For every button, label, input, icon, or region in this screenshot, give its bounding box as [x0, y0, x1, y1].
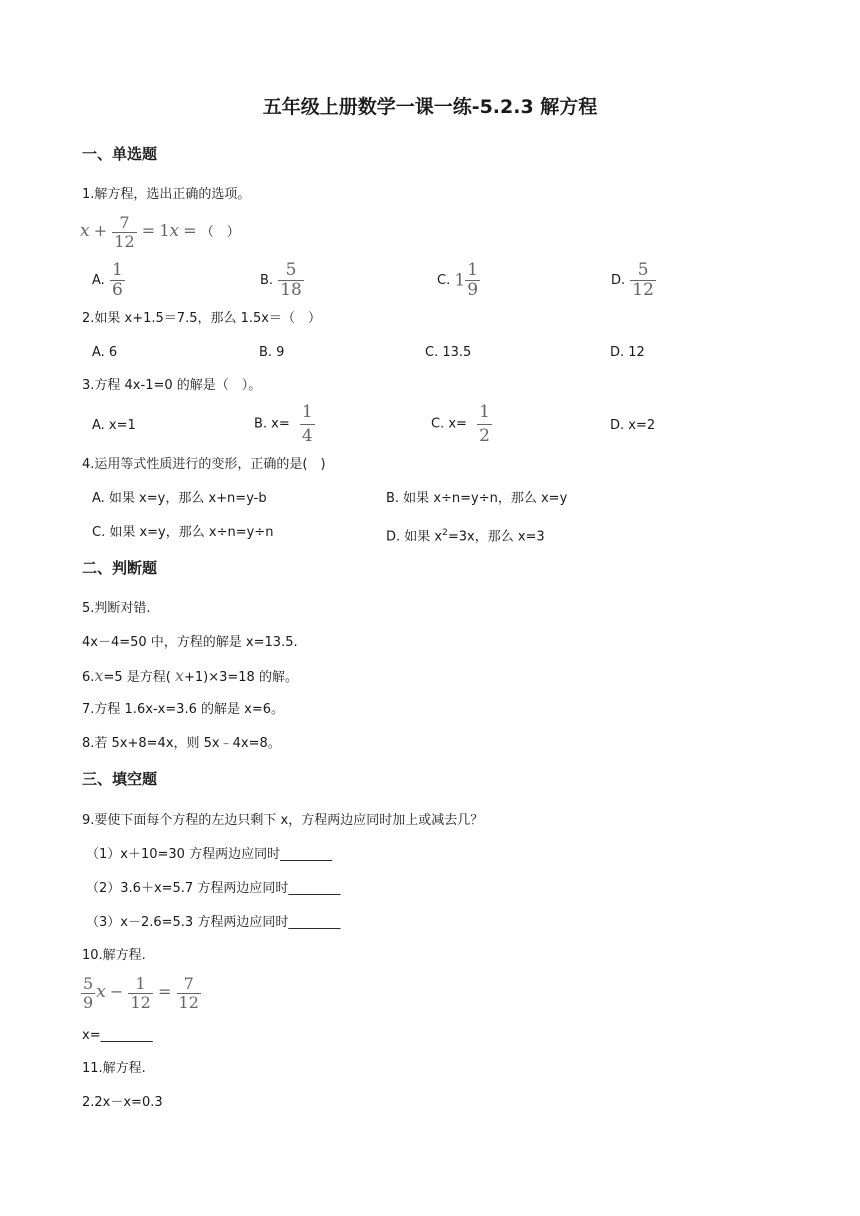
question-5-body: 4x－4=50 中，方程的解是 x=13.5.: [82, 635, 298, 650]
plus-sign: +: [93, 221, 108, 240]
minus-sign: −: [109, 982, 124, 1001]
question-2-stem: 2.如果 x+1.5＝7.5，那么 1.5x＝（ ）: [82, 311, 321, 326]
var-x: x: [80, 221, 90, 241]
fraction-1-6: $\frac{1}{6}$: [111, 260, 123, 300]
section-heading-single-choice: 一、单选题: [82, 145, 158, 163]
question-10-stem: 10.解方程.: [82, 948, 146, 963]
q4-option-a[interactable]: A. 如果 x=y，那么 x+n=y-b: [92, 491, 267, 506]
question-6: 6.x=5 是方程( x+1)×3=18 的解。: [82, 666, 298, 685]
question-9-item-3: （3）x－2.6=5.3 方程两边应同时________: [86, 915, 341, 930]
q3-option-b[interactable]: B. x= $\frac{1}{4}$: [254, 402, 313, 446]
question-9-stem: 9.要使下面每个方程的左边只剩下 x，方程两边应同时加上或减去几？: [82, 813, 484, 828]
fraction-5-18: $\frac{5}{18}$: [280, 260, 302, 300]
q2-option-d[interactable]: D. 12: [610, 345, 645, 360]
question-1-equation: [80, 215, 240, 250]
coefficient-one: 1: [159, 221, 170, 240]
mixed-whole: 1: [454, 270, 466, 291]
q1-option-b[interactable]: B. $\frac{5}{18}$: [260, 260, 302, 300]
question-9-item-1: （1）x＋10=30 方程两边应同时________: [86, 847, 333, 862]
var-x-2: x: [169, 221, 180, 241]
section-heading-true-false: 二、判断题: [82, 559, 158, 577]
fraction-7-12: $\frac{7}{12}$: [178, 974, 199, 1012]
q3-option-d[interactable]: D. x=2: [610, 418, 656, 433]
question-10-answer: x=________: [82, 1028, 153, 1043]
q1-option-c[interactable]: C. 1 $\frac{1}{9}$: [437, 260, 479, 300]
q2-option-b[interactable]: B. 9: [259, 345, 285, 360]
q4-option-b[interactable]: B. 如果 x÷n=y÷n，那么 x=y: [386, 491, 568, 506]
equals-sign: =: [141, 221, 156, 240]
q4-option-d[interactable]: D. 如果 $x^2=3x$，那么 x=3: [386, 528, 545, 545]
question-11-body: 2.2x－x=0.3: [82, 1095, 163, 1110]
question-11-stem: 11.解方程.: [82, 1061, 146, 1076]
fraction-5-12: $\frac{5}{12}$: [632, 260, 654, 300]
question-5-stem: 5.判断对错.: [82, 601, 151, 616]
fraction-1-2: $\frac{1}{2}$: [479, 402, 490, 446]
q4-option-c[interactable]: C. 如果 x=y，那么 x÷n=y÷n: [92, 525, 274, 540]
q3-option-c[interactable]: C. x= $\frac{1}{2}$: [431, 402, 490, 446]
fraction-1-12: $\frac{1}{12}$: [130, 974, 151, 1012]
q1-option-d[interactable]: D. $\frac{5}{12}$: [611, 260, 654, 300]
question-7: 7.方程 1.6x-x=3.6 的解是 x=6。: [82, 702, 284, 717]
equals-sign-2: =: [183, 221, 197, 240]
fraction-7-12: $\frac{7}{12}$: [114, 213, 135, 251]
answer-blank-paren: （ ）: [200, 225, 240, 240]
q1-option-a[interactable]: A. $\frac{1}{6}$: [92, 260, 123, 300]
fraction-5-9: $\frac{5}{9}$: [83, 974, 94, 1012]
q2-option-a[interactable]: A. 6: [92, 345, 118, 360]
question-10-equation: [80, 976, 202, 1011]
q2-option-c[interactable]: C. 13.5: [425, 345, 472, 360]
var-x: x: [96, 982, 106, 1002]
section-heading-fill-blank: 三、填空题: [82, 770, 158, 788]
question-8: 8.若 5x+8=4x，则 5x﹣4x=8。: [82, 736, 281, 751]
page-title: 五年级上册数学一课一练-5.2.3 解方程: [262, 96, 598, 118]
question-3-stem: 3.方程 4x-1=0 的解是（ ）。: [82, 378, 262, 393]
fraction-1-4: $\frac{1}{4}$: [301, 402, 313, 446]
equals-sign: =: [157, 982, 172, 1001]
question-9-item-2: （2）3.6＋x=5.7 方程两边应同时________: [86, 881, 341, 896]
q3-option-a[interactable]: A. x=1: [92, 418, 136, 433]
question-1-stem: 1.解方程，选出正确的选项。: [82, 187, 251, 202]
fraction-1-9: $\frac{1}{9}$: [467, 260, 479, 300]
question-4-stem: 4.运用等式性质进行的变形，正确的是( ): [82, 457, 326, 472]
